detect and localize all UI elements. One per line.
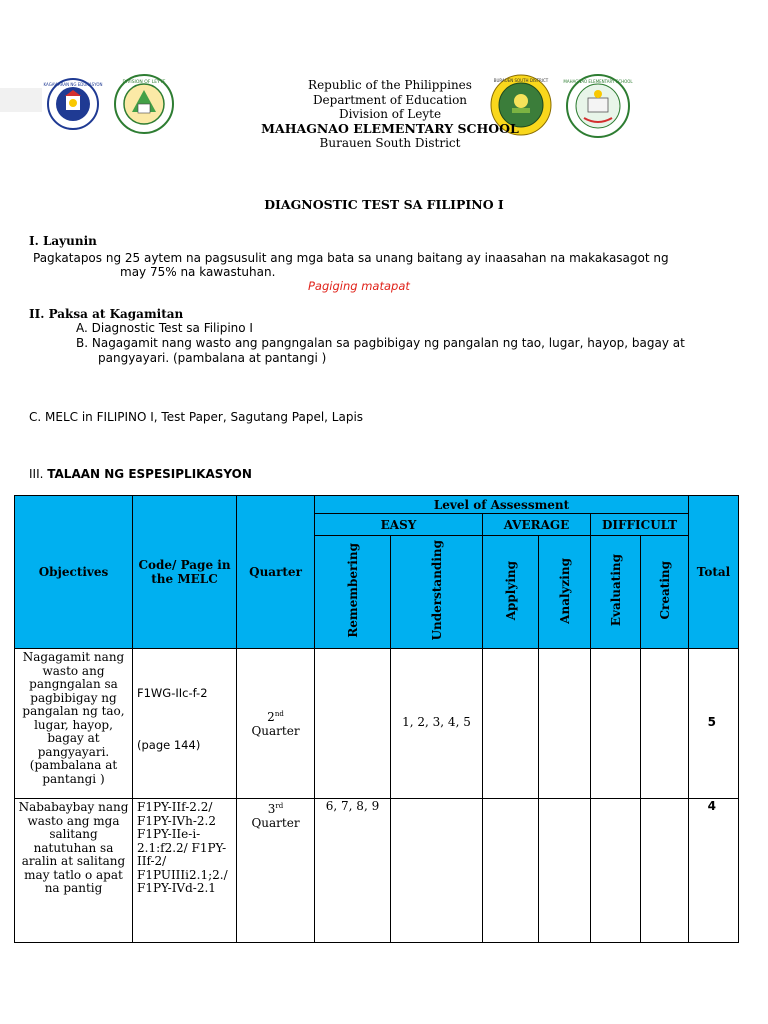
- row2-objective: Nababaybay nang wasto ang mga salitang natutuhan sa aralin at salitang may tatlo o apat na pantig: [15, 799, 133, 943]
- svg-text:DIVISION OF LEYTE: DIVISION OF LEYTE: [122, 80, 166, 85]
- header-remembering: Remembering: [315, 536, 391, 649]
- header-applying: Applying: [483, 536, 539, 649]
- section-2-item-c: C. MELC in FILIPINO I, Test Paper, Sagutang Papel, Lapis: [29, 410, 364, 424]
- header-department: Department of Education: [312, 92, 468, 107]
- header-school-name: MAHAGNAO ELEMENTARY SCHOOL: [261, 120, 519, 136]
- section-2-item-b-line2: pangyayari. (pambalana at pantangi ): [98, 351, 327, 365]
- row2-total: 4: [689, 799, 739, 943]
- section-1-text-line1: Pagkatapos ng 25 aytem na pagsusulit ang mga bata sa unang baitang ay inaasahan na makakasagot ng: [33, 251, 669, 265]
- division-of-leyte-seal-logo: [114, 74, 174, 134]
- header-creating: Creating: [641, 536, 689, 649]
- header-republic: Republic of the Philippines: [308, 78, 472, 92]
- row1-understanding-cell: [391, 649, 483, 799]
- section-2-heading: II. Paksa at Kagamitan: [29, 307, 184, 321]
- row1-understanding: 1, 2, 3, 4, 5: [402, 715, 471, 729]
- row2-understanding: [391, 799, 483, 943]
- row1-quarter-number: 2: [267, 710, 275, 724]
- section-1-heading: I. Layunin: [29, 234, 97, 248]
- table-row: [15, 799, 739, 943]
- specification-table: [14, 495, 739, 943]
- section-2-item-a: A. Diagnostic Test sa Filipino I: [76, 321, 253, 335]
- row1-total-cell: [689, 649, 739, 799]
- table-row: [15, 649, 739, 799]
- header-code: Code/ Page in the MELC: [133, 496, 237, 649]
- row2-creating: [641, 799, 689, 943]
- header-understanding: Understanding: [391, 536, 483, 649]
- header-evaluating: Evaluating: [591, 536, 641, 649]
- header-quarter: Quarter: [237, 496, 315, 649]
- header-analyzing: Analyzing: [539, 536, 591, 649]
- row1-total: 5: [707, 715, 717, 729]
- header-difficult: DIFFICULT: [591, 514, 689, 536]
- section-3-heading: [29, 467, 252, 482]
- row1-code: F1WG-IIc-f-2: [137, 686, 208, 700]
- row2-quarter-word: Quarter: [251, 816, 300, 830]
- header-total: Total: [689, 496, 739, 649]
- row1-quarter-suffix: nd: [274, 710, 284, 718]
- row1-applying: [483, 649, 539, 799]
- row2-analyzing: [539, 799, 591, 943]
- row2-evaluating: [591, 799, 641, 943]
- row2-remembering: 6, 7, 8, 9: [315, 799, 391, 943]
- row2-code: F1PY-IIf-2.2/ F1PY-IVh-2.2 F1PY-IIe-i-2.1:f2.2/ F1PY-IIf-2/ F1PUIIIi2.1;2./ F1PY-IVd-2.1: [133, 799, 237, 943]
- section-1-text-line2: may 75% na kawastuhan.: [120, 265, 276, 279]
- header-level-of-assessment: Level of Assessment: [315, 496, 689, 514]
- header-district: Burauen South District: [319, 136, 461, 150]
- row2-quarter-number: 3: [267, 802, 276, 816]
- row1-analyzing: [539, 649, 591, 799]
- section-1-value: Pagiging matapat: [308, 279, 410, 293]
- svg-text:BURAUEN SOUTH DISTRICT: BURAUEN SOUTH DISTRICT: [493, 78, 549, 83]
- row2-quarter-suffix: rd: [275, 802, 284, 810]
- row2-quarter: [237, 799, 315, 943]
- row2-applying: [483, 799, 539, 943]
- document-title: DIAGNOSTIC TEST SA FILIPINO I: [264, 197, 504, 212]
- header-objectives: Objectives: [15, 496, 133, 649]
- row1-creating: [641, 649, 689, 799]
- section-3-prefix: III.: [29, 467, 44, 481]
- row1-quarter-word: Quarter: [251, 724, 300, 738]
- header-division: Division of Leyte: [338, 107, 442, 121]
- deped-seal-logo: [43, 78, 103, 130]
- section-2-item-b-line1: B. Nagagamit nang wasto ang pangngalan sa pagbibigay ng pangalan ng tao, lugar, hayop, bagay at: [76, 336, 685, 350]
- header-easy: EASY: [315, 514, 483, 536]
- row1-evaluating: [591, 649, 641, 799]
- page-edge-band: [0, 88, 42, 112]
- row1-code-cell: [133, 649, 237, 799]
- svg-text:KAGAWARAN NG EDUKASYON: KAGAWARAN NG EDUKASYON: [43, 82, 103, 87]
- row1-quarter: [237, 649, 315, 799]
- section-3-title: TALAAN NG ESPESIPLIKASYON: [47, 467, 252, 481]
- mahagnao-elementary-school-seal-logo: [563, 74, 633, 138]
- row1-objective: Nagagamit nang wasto ang pangngalan sa pagbibigay ng pangalan ng tao, lugar, hayop, bagay at pangyayari. (pambalana at pantangi ): [15, 649, 133, 799]
- letterhead: [230, 78, 550, 151]
- svg-text:MAHAGNAO ELEMENTARY SCHOOL: MAHAGNAO ELEMENTARY SCHOOL: [563, 79, 633, 84]
- row1-page: (page 144): [137, 737, 201, 752]
- row1-remembering: [315, 649, 391, 799]
- header-average: AVERAGE: [483, 514, 591, 536]
